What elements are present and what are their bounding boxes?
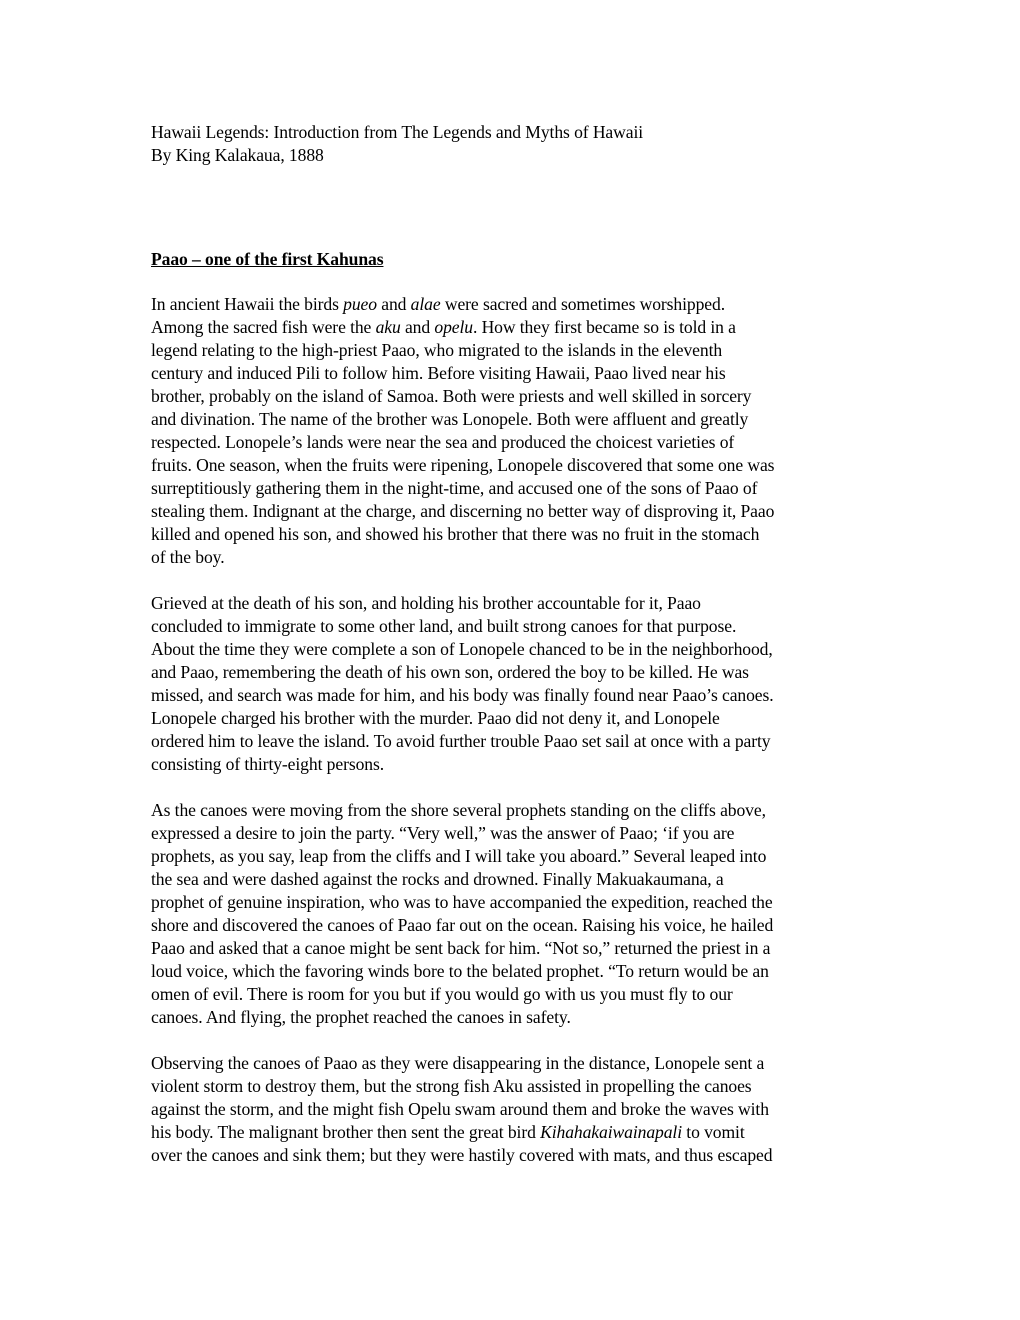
text-line xyxy=(151,1075,873,1098)
text-line xyxy=(151,454,873,477)
text-run: canoes. And flying, the prophet reached the canoes in safety. xyxy=(151,1007,571,1027)
text-run: stealing them. Indignant at the charge, and discerning no better way of disproving it, Paao xyxy=(151,501,775,521)
text-line xyxy=(151,546,873,569)
paragraph xyxy=(151,592,873,776)
text-run: to vomit xyxy=(681,1122,745,1142)
text-line xyxy=(151,408,873,431)
paragraph xyxy=(151,1052,873,1167)
text-line xyxy=(151,1052,873,1075)
text-line xyxy=(151,937,873,960)
text-run: ordered him to leave the island. To avoid further trouble Paao set sail at once with a party xyxy=(151,731,771,751)
text-run: In ancient Hawaii the birds xyxy=(151,294,344,314)
text-line xyxy=(151,477,873,500)
text-run: shore and discovered the canoes of Paao far out on the ocean. Raising his voice, he hailed xyxy=(151,915,774,935)
text-run: As the canoes were moving from the shore several prophets standing on the cliffs above, xyxy=(151,800,766,820)
text-line xyxy=(151,293,873,316)
text-line xyxy=(151,339,873,362)
text-line xyxy=(151,1144,873,1167)
text-run: Observing the canoes of Paao as they were disappearing in the distance, Lonopele sent a xyxy=(151,1053,765,1073)
document-title: Hawaii Legends: Introduction from The Legends and Myths of Hawaii xyxy=(151,122,644,142)
text-line xyxy=(151,845,873,868)
italic-term: opelu xyxy=(434,317,473,337)
document-page xyxy=(151,121,873,1167)
text-line xyxy=(151,730,873,753)
text-run: fruits. One season, when the fruits were ripening, Lonopele discovered that some one was xyxy=(151,455,775,475)
text-line xyxy=(151,316,873,339)
text-line xyxy=(151,753,873,776)
text-line xyxy=(151,822,873,845)
italic-term: Kihahakaiwainapali xyxy=(540,1122,682,1142)
text-run: over the canoes and sink them; but they were hastily covered with mats, and thus escaped xyxy=(151,1145,773,1165)
text-line xyxy=(151,684,873,707)
text-line xyxy=(151,431,873,454)
text-run: About the time they were complete a son of Lonopele chanced to be in the neighborhood, xyxy=(151,639,773,659)
text-line xyxy=(151,500,873,523)
text-run: . How they first became so is told in a xyxy=(472,317,736,337)
italic-term: alae xyxy=(410,294,441,314)
text-run: loud voice, which the favoring winds bore to the belated prophet. “To return would be an xyxy=(151,961,769,981)
text-run: the sea and were dashed against the rocks and drowned. Finally Makuakaumana, a xyxy=(151,869,724,889)
text-run: his body. The malignant brother then sent the great bird xyxy=(151,1122,541,1142)
text-run: Grieved at the death of his son, and holding his brother accountable for it, Paao xyxy=(151,593,701,613)
text-line xyxy=(151,1098,873,1121)
text-run: and xyxy=(376,294,411,314)
text-line xyxy=(151,1121,873,1144)
text-run: of the boy. xyxy=(151,547,225,567)
text-line xyxy=(151,523,873,546)
document-byline: By King Kalakaua, 1888 xyxy=(151,145,324,165)
text-line xyxy=(151,891,873,914)
section-heading: Paao – one of the first Kahunas xyxy=(151,249,384,269)
text-line xyxy=(151,868,873,891)
italic-term: pueo xyxy=(343,294,377,314)
italic-term: aku xyxy=(375,317,401,337)
text-line xyxy=(151,1006,873,1029)
text-run: expressed a desire to join the party. “Very well,” was the answer of Paao; ‘if you are xyxy=(151,823,735,843)
text-line xyxy=(151,385,873,408)
text-line xyxy=(151,638,873,661)
text-run: surreptitiously gathering them in the night-time, and accused one of the sons of Paao of xyxy=(151,478,758,498)
text-line xyxy=(151,661,873,684)
text-run: omen of evil. There is room for you but if you would go with us you must fly to our xyxy=(151,984,733,1004)
text-line xyxy=(151,799,873,822)
text-line xyxy=(151,592,873,615)
text-run: brother, probably on the island of Samoa. Both were priests and well skilled in sorcery xyxy=(151,386,752,406)
text-line xyxy=(151,615,873,638)
text-run: were sacred and sometimes worshipped. xyxy=(440,294,726,314)
text-run: and divination. The name of the brother was Lonopele. Both were affluent and greatly xyxy=(151,409,749,429)
text-run: and Paao, remembering the death of his own son, ordered the boy to be killed. He was xyxy=(151,662,749,682)
text-run: consisting of thirty-eight persons. xyxy=(151,754,385,774)
text-run: respected. Lonopele’s lands were near the sea and produced the choicest varieties of xyxy=(151,432,735,452)
text-run: prophet of genuine inspiration, who was to have accompanied the expedition, reached the xyxy=(151,892,773,912)
text-run: violent storm to destroy them, but the strong fish Aku assisted in propelling the canoes xyxy=(151,1076,752,1096)
text-line xyxy=(151,707,873,730)
paragraph xyxy=(151,293,873,569)
text-line xyxy=(151,960,873,983)
text-run: missed, and search was made for him, and his body was finally found near Paao’s canoes. xyxy=(151,685,774,705)
text-line xyxy=(151,914,873,937)
text-run: Among the sacred fish were the xyxy=(151,317,376,337)
text-run: Lonopele charged his brother with the murder. Paao did not deny it, and Lonopele xyxy=(151,708,720,728)
text-run: legend relating to the high-priest Paao, who migrated to the islands in the eleventh xyxy=(151,340,723,360)
text-run: against the storm, and the might fish Opelu swam around them and broke the waves with xyxy=(151,1099,769,1119)
text-run: century and induced Pili to follow him. Before visiting Hawaii, Paao lived near his xyxy=(151,363,726,383)
text-line xyxy=(151,362,873,385)
text-run: killed and opened his son, and showed his brother that there was no fruit in the stomach xyxy=(151,524,760,544)
text-line xyxy=(151,983,873,1006)
text-run: and xyxy=(400,317,435,337)
paragraph xyxy=(151,799,873,1029)
body-text xyxy=(151,293,873,1167)
text-run: Paao and asked that a canoe might be sent back for him. “Not so,” returned the priest in a xyxy=(151,938,771,958)
text-run: prophets, as you say, leap from the cliffs and I will take you aboard.” Several leaped into xyxy=(151,846,767,866)
text-run: concluded to immigrate to some other land, and built strong canoes for that purpose. xyxy=(151,616,737,636)
